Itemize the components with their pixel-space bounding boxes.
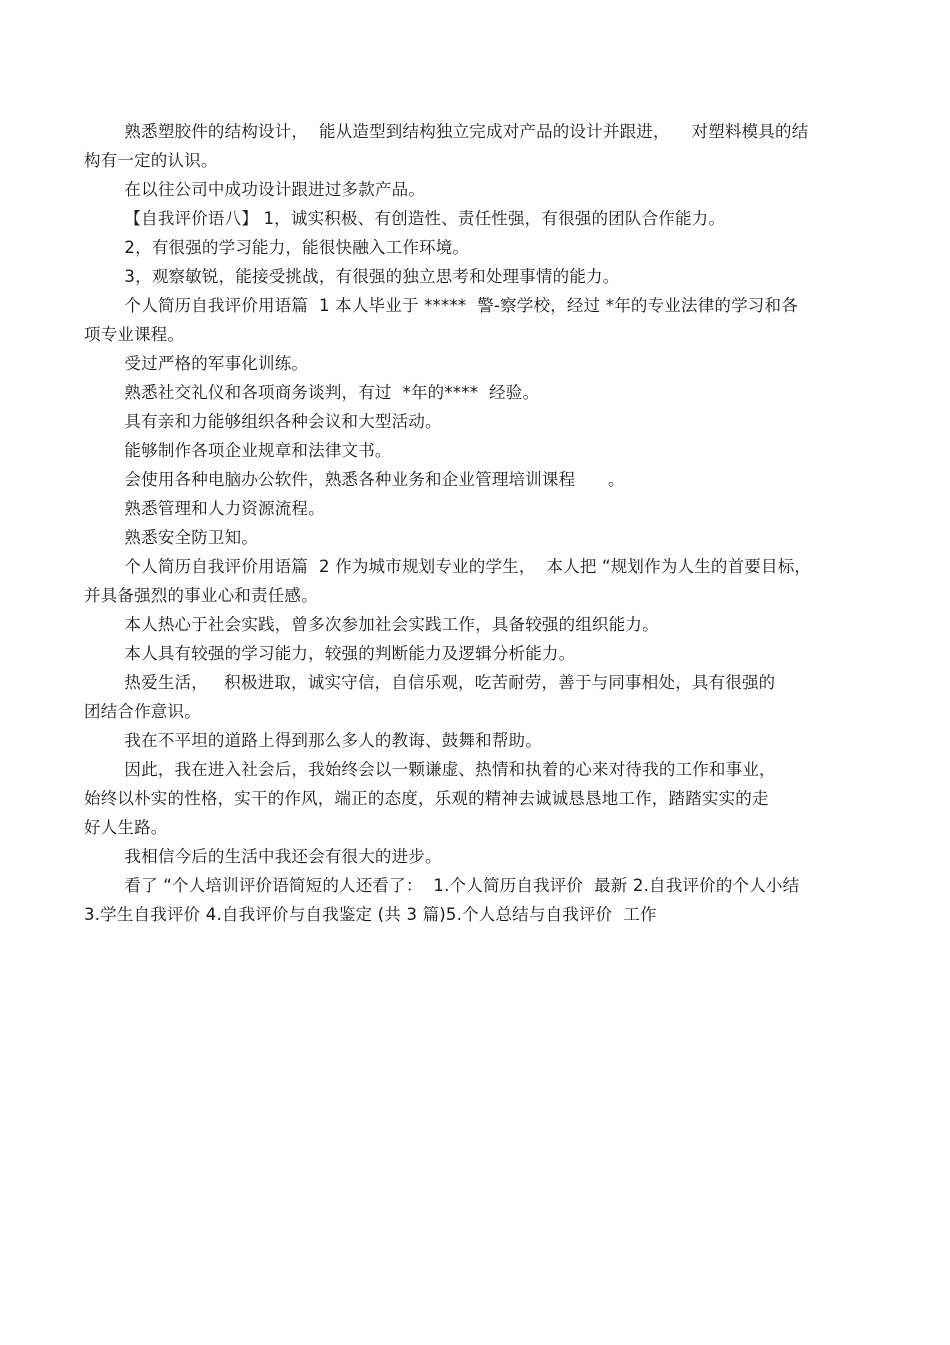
paragraph-line: 团结合作意识。 [84, 702, 201, 721]
paragraph [84, 349, 860, 378]
paragraph-line: 因此，我在进入社会后，我始终会以一颗谦虚、热情和执着的心来对待我的工作和事业， [124, 760, 776, 779]
paragraph-line: 我相信今后的生活中我还会有很大的进步。 [124, 847, 442, 866]
paragraph [84, 523, 860, 552]
paragraph-line: 具有亲和力能够组织各种会议和大型活动。 [124, 412, 442, 431]
paragraph [84, 204, 860, 233]
paragraph [84, 465, 860, 494]
paragraph-line: 2，有很强的学习能力，能很快融入工作环境。 [124, 238, 470, 257]
paragraph [84, 175, 860, 204]
paragraph [84, 871, 860, 929]
paragraph-line: 3.学生自我评价 4.自我评价与自我鉴定 (共 3 篇)5.个人总结与自我评价 工作 [84, 905, 657, 924]
paragraph-line: 受过严格的军事化训练。 [124, 354, 309, 373]
paragraph-line: 本人热心于社会实践，曾多次参加社会实践工作，具备较强的组织能力。 [124, 615, 659, 634]
document-body [84, 117, 860, 929]
paragraph-line: 个人简历自我评价用语篇 2 作为城市规划专业的学生， 本人把 “规划作为人生的首要目标， [124, 557, 812, 576]
paragraph-line: 在以往公司中成功设计跟进过多款产品。 [124, 180, 426, 199]
paragraph-line: 本人具有较强的学习能力，较强的判断能力及逻辑分析能力。 [124, 644, 576, 663]
paragraph [84, 117, 860, 175]
paragraph [84, 755, 860, 842]
paragraph [84, 407, 860, 436]
paragraph-line: 并具备强烈的事业心和责任感。 [84, 586, 318, 605]
paragraph-line: 始终以朴实的性格，实干的作风，端正的态度，乐观的精神去诚诚恳恳地工作，踏踏实实的走 [84, 789, 769, 808]
paragraph-line: 个人简历自我评价用语篇 1 本人毕业于 ***** 警-察学校，经过 *年的专业法律的学习和各 [124, 296, 798, 315]
paragraph-line: 项专业课程。 [84, 325, 185, 344]
paragraph [84, 639, 860, 668]
paragraph-line: 会使用各种电脑办公软件，熟悉各种业务和企业管理培训课程 。 [124, 470, 625, 489]
paragraph [84, 610, 860, 639]
paragraph [84, 842, 860, 871]
paragraph-line: 熟悉安全防卫知。 [124, 528, 259, 547]
paragraph-line: 好人生路。 [84, 818, 168, 837]
paragraph-line: 能够制作各项企业规章和法律文书。 [124, 441, 392, 460]
paragraph-line: 3，观察敏锐，能接受挑战，有很强的独立思考和处理事情的能力。 [124, 267, 620, 286]
paragraph-line: 我在不平坦的道路上得到那么多人的教诲、鼓舞和帮助。 [124, 731, 542, 750]
paragraph-line: 熟悉社交礼仪和各项商务谈判，有过 *年的**** 经验。 [124, 383, 540, 402]
paragraph [84, 378, 860, 407]
paragraph-line: 热爱生活， 积极进取，诚实守信，自信乐观，吃苦耐劳，善于与同事相处，具有很强的 [124, 673, 776, 692]
paragraph [84, 668, 860, 726]
paragraph [84, 552, 860, 610]
paragraph [84, 233, 860, 262]
paragraph-line: 熟悉管理和人力资源流程。 [124, 499, 325, 518]
paragraph [84, 436, 860, 465]
paragraph-line: 构有一定的认识。 [84, 151, 218, 170]
paragraph-line: 熟悉塑胶件的结构设计， 能从造型到结构独立完成对产品的设计并跟进， 对塑料模具的结 [124, 122, 809, 141]
paragraph [84, 726, 860, 755]
paragraph [84, 291, 860, 349]
paragraph-line: 【自我评价语八】 1，诚实积极、有创造性、责任性强，有很强的团队合作能力。 [124, 209, 726, 228]
paragraph [84, 494, 860, 523]
paragraph-line: 看了 “个人培训评价语简短的人还看了： 1.个人简历自我评价 最新 2.自我评价的个人小结 [124, 876, 800, 895]
paragraph [84, 262, 860, 291]
